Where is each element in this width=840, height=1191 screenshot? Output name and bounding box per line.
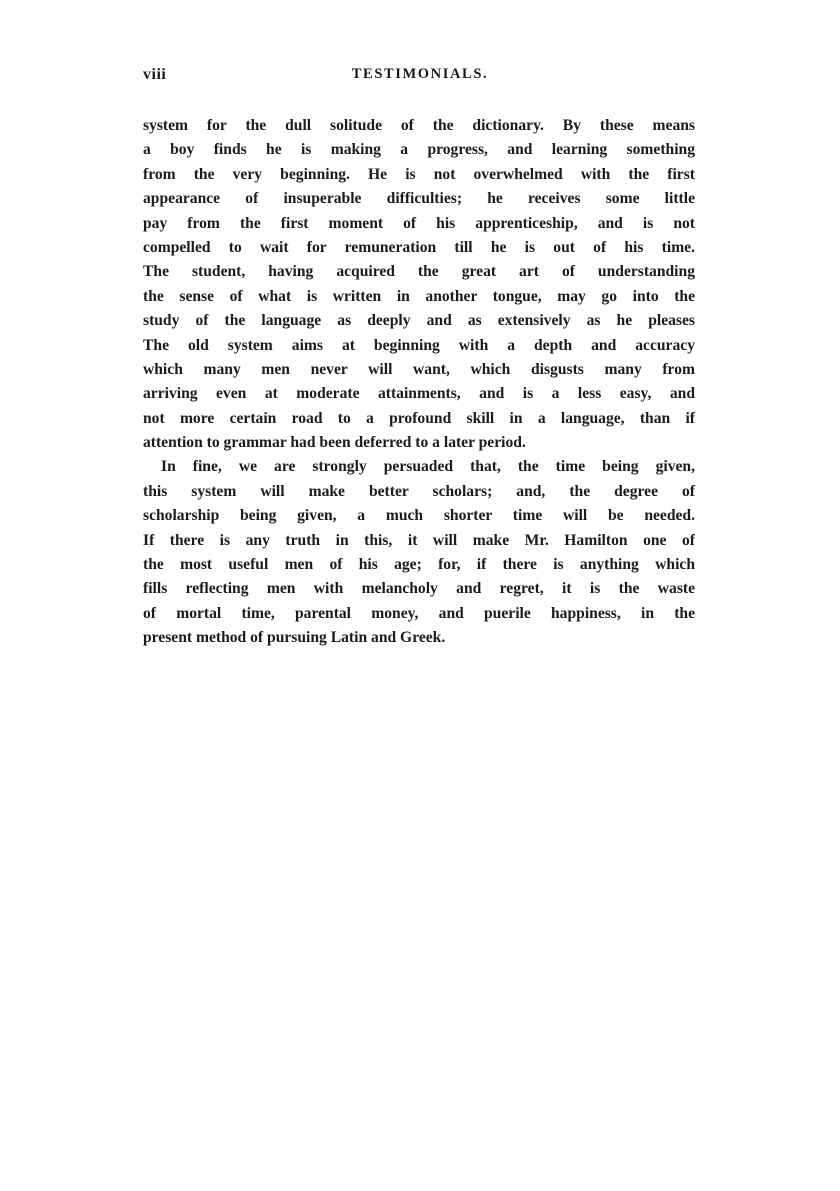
text-line: appearance of insuperable difficulties; he receives some little (143, 190, 695, 208)
text-line: pay from the first moment of his apprenticeship, and is not (143, 214, 695, 232)
text-line: The student, having acquired the great art of understanding (143, 263, 695, 281)
text-line: system for the dull solitude of the dictionary. By these means (143, 117, 695, 134)
paragraph (143, 114, 695, 455)
text-line: a boy finds he is making a progress, and learning something (143, 141, 695, 159)
text-line: fills reflecting men with melancholy and regret, it is the waste (143, 580, 695, 598)
text-line: of mortal time, parental money, and puerile happiness, in the (143, 604, 695, 622)
text-line: the most useful men of his age; for, if there is anything which (143, 556, 695, 574)
text-line: scholarship being given, a much shorter time will be needed. (143, 507, 695, 525)
text-line: If there is any truth in this, it will make Mr. Hamilton one of (143, 531, 695, 549)
running-head: TESTIMONIALS. (351, 66, 489, 82)
text-line: not more certain road to a profound skill in a language, than if (143, 409, 695, 427)
text-line: which many men never will want, which disgusts many from (143, 360, 695, 378)
page-number: viii (143, 66, 167, 83)
page-header (143, 66, 697, 90)
text-line: compelled to wait for remuneration till he is out of his time. (143, 238, 695, 256)
text-line: this system will make better scholars; and, the degree of (143, 482, 695, 500)
text-line: study of the language as deeply and as extensively as he pleases (143, 312, 695, 330)
text-line: The old system aims at beginning with a depth and accuracy (143, 336, 695, 354)
text-line: arriving even at moderate attainments, and is a less easy, and (143, 385, 695, 403)
text-line: attention to grammar had been deferred to a later period. (143, 434, 526, 452)
text-line: In fine, we are strongly persuaded that, the time being given, (161, 458, 695, 476)
body-text (143, 114, 695, 651)
text-line: present method of pursuing Latin and Greek. (143, 629, 446, 647)
text-line: from the very beginning. He is not overwhelmed with the first (143, 165, 695, 183)
text-line: the sense of what is written in another tongue, may go into the (143, 287, 695, 305)
paragraph (143, 455, 695, 650)
